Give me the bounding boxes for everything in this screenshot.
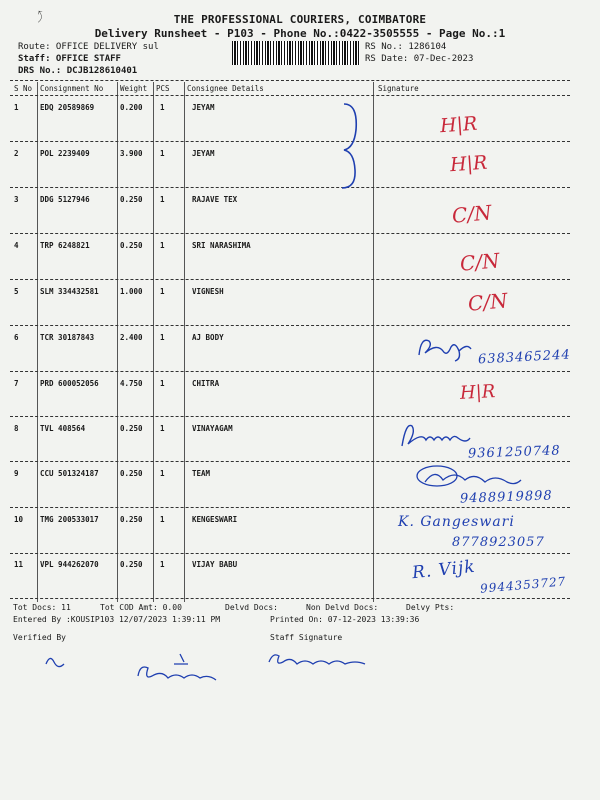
row-sno: 9	[14, 469, 19, 478]
row-consignment: SLM 334432581	[40, 287, 99, 296]
row-weight: 0.250	[120, 515, 143, 524]
signature-scribble	[396, 418, 476, 452]
total-docs: Tot Docs: 11	[13, 603, 71, 612]
row-consignment: PRD 600052056	[40, 379, 99, 388]
row-sno: 7	[14, 379, 19, 388]
col-header-consignee: Consignee Details	[187, 84, 264, 93]
row-divider	[10, 371, 570, 372]
rs-number: RS No.: 1286104	[365, 42, 447, 52]
row-pcs: 1	[160, 287, 165, 296]
row-weight: 0.250	[120, 195, 143, 204]
staff-label: Staff: OFFICE STAFF	[18, 54, 121, 64]
staff-signature-label: Staff Signature	[270, 633, 343, 642]
row-divider	[10, 279, 570, 280]
row-divider	[10, 187, 570, 188]
signature-scribble	[415, 462, 525, 492]
total-cod: Tot COD Amt: 0.00	[100, 603, 182, 612]
row-sno: 6	[14, 333, 19, 342]
drs-number: DRS No.: DCJB128610401	[18, 66, 138, 76]
row-pcs: 1	[160, 241, 165, 250]
column-divider	[37, 82, 38, 602]
column-divider	[184, 82, 185, 602]
row-consignment: POL 2239409	[40, 149, 90, 158]
row-weight: 0.250	[120, 241, 143, 250]
col-header-signature: Signature	[378, 84, 419, 93]
row-weight: 0.250	[120, 469, 143, 478]
row-consignment: TVL 408564	[40, 424, 86, 433]
row-consignment: TMG 200533017	[40, 515, 99, 524]
row-sno: 1	[14, 103, 19, 112]
company-title: THE PROFESSIONAL COURIERS, COIMBATORE	[173, 13, 427, 26]
col-header-consignment: Consignment No	[40, 84, 104, 93]
verified-signature	[40, 650, 240, 690]
column-divider	[373, 82, 374, 602]
row-consignee: JEYAM	[192, 149, 215, 158]
row-sno: 3	[14, 195, 19, 204]
row-pcs: 1	[160, 195, 165, 204]
row-consignee: JEYAM	[192, 103, 215, 112]
route-label: Route: OFFICE DELIVERY sul	[18, 42, 159, 52]
row-pcs: 1	[160, 103, 165, 112]
row-divider	[10, 233, 570, 234]
row-weight: 1.000	[120, 287, 143, 296]
row-signature: C/N	[451, 200, 493, 228]
row-weight: 0.200	[120, 103, 143, 112]
row-consignee: VIGNESH	[192, 287, 224, 296]
row-consignee: CHITRA	[192, 379, 220, 388]
row-sno: 11	[14, 560, 24, 569]
row-consignee: TEAM	[192, 469, 211, 478]
printed-on: Printed On: 07-12-2023 13:39:36	[270, 615, 420, 624]
table-header-divider	[10, 95, 570, 96]
header-divider	[10, 80, 570, 81]
row-consignee: VINAYAGAM	[192, 424, 233, 433]
delivery-points: Delvy Pts:	[406, 603, 455, 612]
row-weight: 3.900	[120, 149, 143, 158]
row-pcs: 1	[160, 515, 165, 524]
col-header-sno: S No	[14, 84, 33, 93]
row-divider	[10, 141, 570, 142]
row-consignment: EDQ 20589869	[40, 103, 95, 112]
row-signature: K. Gangeswari	[398, 514, 515, 530]
barcode-graphic	[232, 41, 360, 65]
column-divider	[117, 82, 118, 602]
row-consignee: RAJAVE TEX	[192, 195, 238, 204]
row-weight: 2.400	[120, 333, 143, 342]
row-consignee: VIJAY BABU	[192, 560, 238, 569]
corner-staple-icon: ⤴	[32, 9, 48, 25]
row-sno: 4	[14, 241, 19, 250]
bracket-mark-icon	[336, 100, 366, 192]
table-bottom-divider	[10, 598, 570, 599]
row-phone: 9944353727	[479, 574, 567, 596]
row-divider	[10, 553, 570, 554]
row-consignee: SRI NARASHIMA	[192, 241, 251, 250]
runsheet-subtitle: Delivery Runsheet - P103 - Phone No.:0422-3505555 - Page No.:1	[94, 27, 506, 40]
row-signature: C/N	[459, 248, 501, 276]
row-signature: H|R	[449, 151, 489, 177]
row-phone: 8778923057	[452, 535, 545, 550]
row-divider	[10, 507, 570, 508]
row-signature: R. Vijk	[411, 556, 477, 584]
row-signature: H|R	[439, 112, 479, 138]
verified-by-label: Verified By	[13, 633, 66, 642]
row-divider	[10, 416, 570, 417]
column-divider	[153, 82, 154, 602]
row-sno: 8	[14, 424, 19, 433]
row-pcs: 1	[160, 333, 165, 342]
entered-by: Entered By :KOUSIP103 12/07/2023 1:39:11 PM	[13, 615, 221, 624]
row-consignee: AJ BODY	[192, 333, 224, 342]
row-phone: 9488919898	[459, 488, 553, 507]
rs-date: RS Date: 07-Dec-2023	[365, 54, 474, 64]
row-consignment: DDG 5127946	[40, 195, 90, 204]
row-weight: 0.250	[120, 560, 143, 569]
row-divider	[10, 325, 570, 326]
row-signature: H|R	[459, 381, 496, 404]
row-phone: 6383465244	[477, 347, 572, 368]
row-consignment: VPL 944262070	[40, 560, 99, 569]
row-pcs: 1	[160, 469, 165, 478]
row-consignment: TCR 30187843	[40, 333, 95, 342]
signature-scribble	[415, 333, 475, 363]
row-consignment: TRP 6248821	[40, 241, 90, 250]
row-sno: 10	[14, 515, 24, 524]
non-delivered-docs: Non Delvd Docs:	[306, 603, 379, 612]
col-header-pcs: PCS	[156, 84, 170, 93]
row-weight: 0.250	[120, 424, 143, 433]
row-phone: 9361250748	[467, 443, 561, 462]
row-pcs: 1	[160, 424, 165, 433]
row-pcs: 1	[160, 379, 165, 388]
row-weight: 4.750	[120, 379, 143, 388]
col-header-weight: Weight	[120, 84, 148, 93]
row-pcs: 1	[160, 560, 165, 569]
row-sno: 5	[14, 287, 19, 296]
row-consignment: CCU 501324187	[40, 469, 99, 478]
staff-signature-scribble	[265, 648, 375, 672]
row-signature: C/N	[467, 288, 509, 316]
delivered-docs: Delvd Docs:	[225, 603, 278, 612]
row-sno: 2	[14, 149, 19, 158]
row-pcs: 1	[160, 149, 165, 158]
row-consignee: KENGESWARI	[192, 515, 238, 524]
